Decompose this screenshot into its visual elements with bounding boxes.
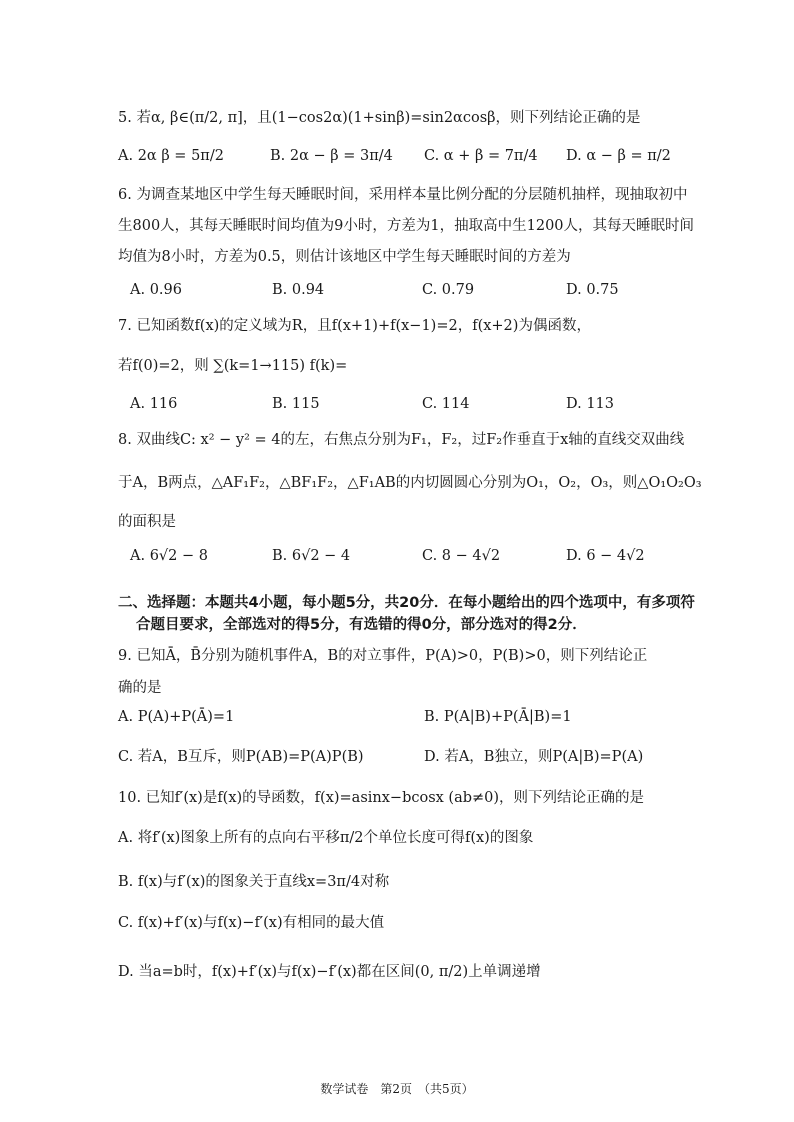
question-9-line-1: 9. 已知Ā，B̄分别为随机事件A，B的对立事件，P(A)>0，P(B)>0，则下列结论正: [118, 648, 648, 664]
question-8-option-b: B. 6√2 − 4: [272, 548, 351, 564]
question-8-option-d: D. 6 − 4√2: [566, 548, 645, 564]
question-6-line-2: 生800人，其每天睡眠时间均值为9小时，方差为1，抽取高中生1200人，其每天睡眠时间: [118, 218, 695, 234]
question-10-option-d: D. 当a=b时，f(x)+f′(x)与f(x)−f′(x)都在区间(0, π/2)上单调递增: [118, 964, 541, 980]
question-8-option-c: C. 8 − 4√2: [422, 548, 501, 564]
question-7-line-2: 若f(0)=2，则 ∑(k=1→115) f(k)=: [118, 358, 348, 374]
question-8-line-3: 的面积是: [118, 514, 176, 530]
question-10-option-b: B. f(x)与f′(x)的图象关于直线x=3π/4对称: [118, 874, 390, 890]
question-9-option-d: D. 若A，B独立，则P(A|B)=P(A): [424, 749, 644, 765]
question-9-line-2: 确的是: [118, 680, 162, 696]
section-2-heading-line-2: 合题目要求，全部选对的得5分，有选错的得0分，部分选对的得2分．: [136, 617, 587, 633]
question-7-option-a: A. 116: [130, 396, 178, 412]
question-6-option-b: B. 0.94: [272, 282, 325, 298]
page-footer: 数学试卷 第2页 （共5页）: [320, 1082, 474, 1096]
question-7-line-1: 7. 已知函数f(x)的定义域为R，且f(x+1)+f(x−1)=2，f(x+2)为偶函数，: [118, 318, 591, 334]
question-6-line-3: 均值为8小时，方差为0.5，则估计该地区中学生每天睡眠时间的方差为: [118, 249, 571, 265]
question-7-option-d: D. 113: [566, 396, 615, 412]
question-10-option-a: A. 将f′(x)图象上所有的点向右平移π/2个单位长度可得f(x)的图象: [118, 830, 534, 846]
question-9-option-b: B. P(A|B)+P(Ā|B)=1: [424, 709, 572, 725]
question-5-stem: 5. 若α, β∈(π/2, π]，且(1−cos2α)(1+sinβ)=sin2αcosβ，则下列结论正确的是: [118, 110, 641, 126]
question-8-option-a: A. 6√2 − 8: [130, 548, 208, 564]
question-6-option-a: A. 0.96: [130, 282, 182, 298]
question-9-option-a: A. P(A)+P(Ā)=1: [118, 709, 235, 725]
question-5-option-b: B. 2α − β = 3π/4: [270, 148, 393, 164]
question-5-option-a: A. 2α β = 5π/2: [118, 148, 224, 164]
question-7-option-b: B. 115: [272, 396, 320, 412]
question-9-option-c: C. 若A，B互斥，则P(AB)=P(A)P(B): [118, 749, 364, 765]
question-7-option-c: C. 114: [422, 396, 470, 412]
question-8-line-2: 于A，B两点，△AF₁F₂，△BF₁F₂，△F₁AB的内切圆圆心分别为O₁，O₂，O₃，则△O₁O₂O₃: [118, 475, 702, 491]
question-5-option-c: C. α + β = 7π/4: [424, 148, 538, 164]
question-6-option-d: D. 0.75: [566, 282, 619, 298]
question-8-line-1: 8. 双曲线C: x² − y² = 4的左，右焦点分别为F₁，F₂，过F₂作垂直于x轴的直线交双曲线: [118, 432, 685, 448]
question-6-line-1: 6. 为调查某地区中学生每天睡眠时间，采用样本量比例分配的分层随机抽样，现抽取初中: [118, 187, 688, 203]
question-10-stem: 10. 已知f′(x)是f(x)的导函数，f(x)=asinx−bcosx (ab≠0)，则下列结论正确的是: [118, 790, 645, 806]
question-6-option-c: C. 0.79: [422, 282, 475, 298]
section-2-heading-line-1: 二、选择题：本题共4小题，每小题5分，共20分．在每小题给出的四个选项中，有多项符: [118, 595, 695, 611]
question-5-option-d: D. α − β = π/2: [566, 148, 671, 164]
question-10-option-c: C. f(x)+f′(x)与f(x)−f′(x)有相同的最大值: [118, 915, 385, 931]
